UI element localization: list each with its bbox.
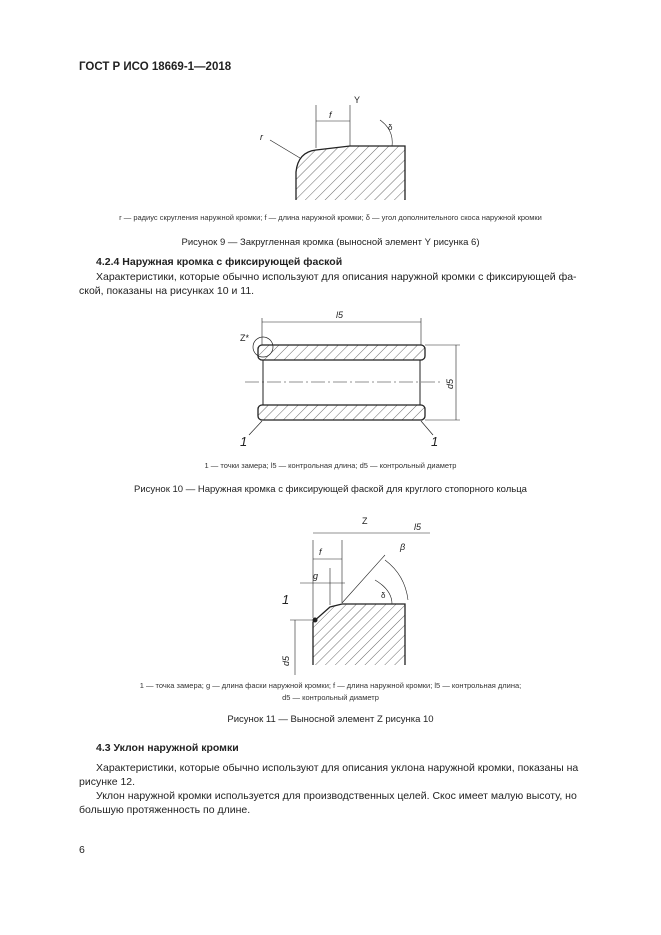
figure-9-drawing	[260, 95, 405, 200]
section-4-3-para2-line1: Уклон наружной кромки используется для производственных целей. Скос имеет малую высоту, но	[96, 790, 577, 802]
figure-9-legend: r — радиус скругления наружной кромки; f — длина наружной кромки; δ — угол дополнительного скоса наружной кромки	[119, 213, 542, 222]
fig11-label-f: f	[319, 547, 322, 557]
fig11-label-1: 1	[282, 592, 290, 607]
fig11-label-beta: β	[400, 542, 406, 552]
section-4-2-4-para-line2: ской, показаны на рисунках 10 и 11.	[79, 285, 255, 297]
section-4-3-para1-line1: Характеристики, которые обычно используют для описания уклона наружной кромки, показаны на	[96, 762, 579, 774]
section-4-3-para1-line2: рисунке 12.	[79, 776, 136, 788]
fig9-label-f: f	[329, 110, 332, 120]
figure-10-drawing	[240, 310, 460, 449]
figure-10-caption: Рисунок 10 — Наружная кромка с фиксирующей фаской для круглого стопорного кольца	[134, 484, 527, 495]
fig9-label-delta: δ	[388, 123, 393, 132]
fig11-label-g: g	[313, 571, 319, 581]
figure-11-legend-line2: d5 — контрольный диаметр	[282, 693, 379, 702]
fig11-label-d5: d5	[281, 655, 291, 666]
figure-10-legend: 1 — точки замера; l5 — контрольная длина; d5 — контрольный диаметр	[204, 461, 457, 470]
fig9-label-r: r	[260, 132, 263, 142]
fig10-label-d5: d5	[445, 378, 455, 389]
fig10-label-1-left: 1	[240, 434, 248, 449]
fig11-label-delta: δ	[381, 591, 386, 600]
section-4-2-4-heading: 4.2.4 Наружная кромка с фиксирующей фаской	[96, 256, 343, 268]
fig10-label-z: Z*	[240, 333, 249, 343]
page-number: 6	[79, 844, 85, 856]
section-4-2-4-para-line1: Характеристики, которые обычно используют для описания наружной кромки с фиксирующей фа-	[96, 271, 577, 283]
figure-11-legend-line1: 1 — точка замера; g — длина фаски наружной кромки; f — длина наружной кромки; l5 — контрольная длина;	[139, 681, 522, 690]
fig9-label-y: Y	[354, 95, 361, 105]
figure-9-caption: Рисунок 9 — Закругленная кромка (выносной элемент Y рисунка 6)	[181, 237, 480, 248]
figure-11-drawing	[281, 516, 430, 675]
fig11-label-l5: l5	[414, 522, 422, 532]
section-4-3-heading: 4.3 Уклон наружной кромки	[96, 742, 239, 754]
fig10-label-1-right: 1	[431, 434, 439, 449]
fig11-label-z: Z	[362, 516, 368, 526]
section-4-3-para2-line2: большую протяженность по длине.	[79, 804, 251, 816]
figure-11-caption: Рисунок 11 — Выносной элемент Z рисунка 10	[227, 714, 434, 725]
fig10-label-l5: l5	[336, 310, 344, 320]
document-header: ГОСТ Р ИСО 18669-1—2018	[79, 61, 232, 73]
